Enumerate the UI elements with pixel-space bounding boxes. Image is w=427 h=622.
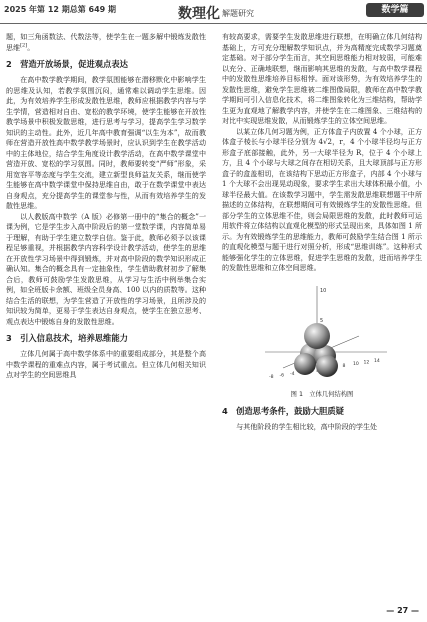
axis-tick-label: 10: [353, 361, 359, 367]
axis-tick-label: 12: [363, 360, 370, 366]
section-title: 解题研究: [222, 9, 254, 18]
paragraph: 立体几何属于高中数学体系中的重要组成部分，其是整个高中数学课程的重难点内容，属于考试重点。但立体几何相关知识点对学生的空间思维具: [6, 349, 206, 379]
left-column: [6, 32, 206, 381]
axis-tick-top: 10: [320, 287, 327, 294]
header-rule: [0, 23, 427, 24]
page-number: — 27 —: [386, 606, 419, 615]
solid-geometry-figure: [247, 280, 397, 384]
paragraph: 在高中数学教学期间，教学氛围能够在潜移默化中影响学生的思维及认知，若教学氛围沉闷，通常难以调动学生思维。因此，为有效培养学生形成发散性思维，教师应根据教学内容与学生学情，营造相对自由、宽松的教学环境，使学生能够在开放性教学场景中积极发散思维，进行思考与学习，提高学生学习数学知识的主动性。此外，近几年高中教育强调“以生为本”，故而教师在营造开放性高中数学教学场景时，应认识到学生在教学活动中的主体地位，结合学生角度设计教学活动，在高中数学课堂中营造开放、宽松的学习氛围。同时，教师要转变“严师”形象，采用宽容平等态度与学生交流，建立新型良师益友关系，继而使学生能够在高中数学课堂中保持思维自由，敢于在数学课堂中表达自身观点，充分提高学生的课堂参与性，从而有效培养学生的发散性思维。: [6, 75, 206, 210]
paragraph: [6, 32, 206, 53]
subject-tag: 数学篇: [366, 3, 424, 17]
figure-1: [222, 280, 422, 388]
journal-title: 数理化: [178, 6, 220, 22]
section-heading-4: 4 创造思考条件，鼓励大胆质疑: [222, 406, 344, 416]
large-sphere: [304, 323, 330, 349]
figure-caption: 图 1 立体几何结构图: [290, 390, 354, 398]
axis-tick-label: 14: [374, 358, 380, 364]
axis-tick-label: -4: [290, 371, 295, 377]
axis-tick-label: 8: [342, 363, 346, 369]
section-heading-3: 3 引入信息技术，培养思维能力: [6, 333, 128, 343]
paragraph-end: 。: [27, 42, 35, 52]
axis-tick-label: -8: [269, 374, 274, 380]
paragraph: 与其他阶段的学生相比较，高中阶段的学生处: [236, 422, 378, 431]
right-column: [222, 32, 422, 433]
paragraph: 以某立体几何习题为例，正方体盒子内放置 4 个小球，正方体盒子棱长与小球半径分别为 4√2，r，4 个小球半径均与正方形盒子底部接触，此外，另一大球半径为 R，位于 4 个小球上方，且 4 个小球与大球之间存在相切关系，且大球顶部与正方形盒子的盒盖相切，在该结构下思动正方形盒子，内部 4 个小球与 1 个大球不会出现晃动现象，要求学生求出大球体积最小值，小球半径最大值。在该数学习题中，学生需发散思维联想题干中所描述的立体结构，在联想期间可有效锻炼学生的发散性思维。但部分学生的立体思维不佳，则会局限思维的发散，此时教师可运用软件将立体结构以直观化模型的形式呈现出来，具体如图 1 所示。为有效锻炼学生的思维能力，教师可鼓励学生结合图 1 所示的直观化模型与题干进行对照分析，形成“思维训练”。这种形式能够强化学生的立体思维，促进学生思维的发散，进而培养学生的发散性思维和立体空间思维。: [222, 126, 422, 272]
paragraph-text: 题，如三角函数法、代数法等，使学生在一题多解中锻炼发散性思维: [6, 32, 206, 52]
paragraph: 以人教版高中数学（A 版）必修第一册中的“集合的概念”一课为例，它是学生步入高中阶段后的第一堂数学课，内容简单易于理解，有助于学生建立数学自信。鉴于此，教师必须予以该课程足够重视，并根据教学内容科学设计教学活动，使学生的思维在开放性学习场景中得到锻炼，并对高中阶段的数学知识形成正确认知。集合的概念具有一定抽象性，学生借助教材初步了解集合后，教师可鼓励学生发散思维，从学习与生活中例举集合实例，如全班版卡余额、班级全员身高、100 以内的质数等。这种结合生活的联想，为学生营造了开放性的学习场景，且所涉及的知识较为简单，更易于学生表达自身观点，使学生在独立思考、观点表达中锻炼自身的发散性思维。: [6, 211, 206, 326]
issue-label: 2025 年第 12 期总第 649 期: [4, 5, 117, 14]
paragraph: 有较高要求，需要学生发散思维进行联想，在明确立体几何结构基础上，方可充分理解数学知识点，并为高精度完成数学习题奠定基础。对于部分学生而言，其空间思维能力相对较弱，可能难以充分、正确地联想，继而影响其思维的发散，与高中数学课程中的发散性思维培养目标相悖。面对该形势，为有效培养学生的发散性思维，避免学生思维被二维图像局限，教师在高中数学教学期间可引入信息化技术，将二维图象转化为三维结构，帮助学生更为直观地了解教学内容，并使学生在二维图象、三维结构的对比中实现思维发散，从而锻炼学生的立体空间思维。: [222, 32, 422, 125]
axis-tick-mid: 5: [320, 317, 324, 324]
section-heading-2: 2 营造开放场景，促进观点表达: [6, 59, 128, 69]
small-sphere: [294, 353, 316, 375]
axis-tick-label: -6: [279, 372, 285, 378]
small-sphere: [316, 355, 338, 377]
reference-mark: [2]: [20, 42, 28, 49]
page-header: [0, 0, 427, 28]
